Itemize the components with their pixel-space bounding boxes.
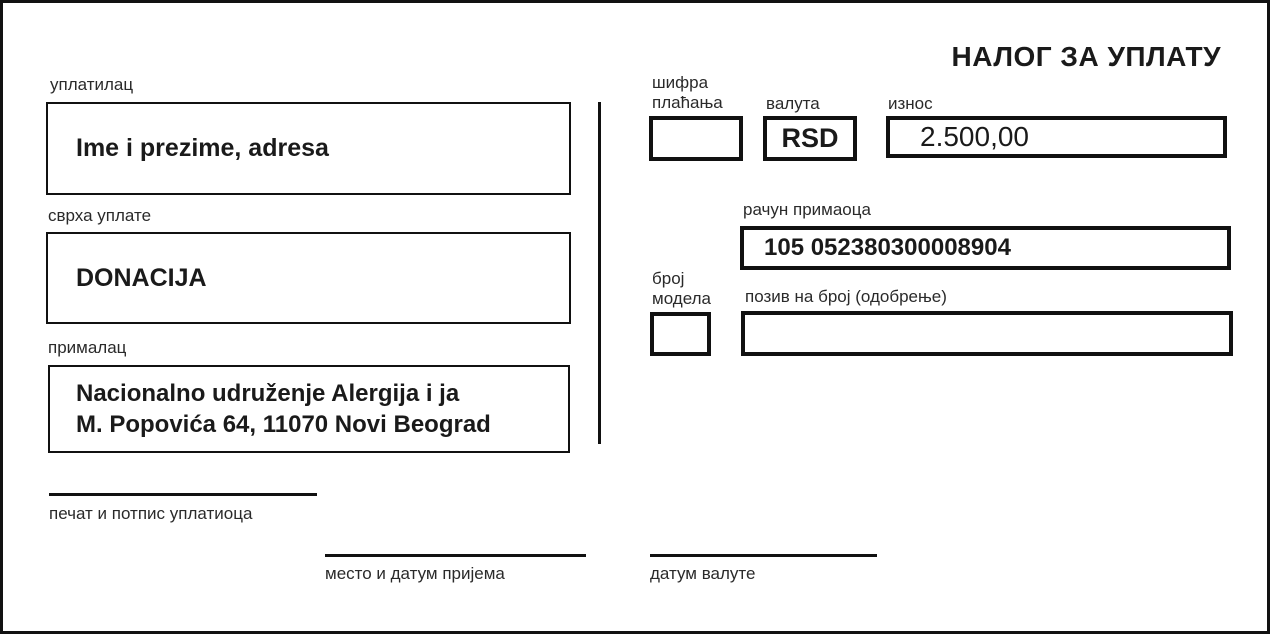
- value-date-line: [650, 554, 877, 557]
- amount-field[interactable]: [886, 116, 1227, 158]
- purpose-label: сврха уплате: [48, 206, 152, 225]
- payer-value: Ime i prezime, adresa: [76, 134, 329, 162]
- payer-label: уплатилац: [50, 75, 134, 94]
- purpose-field[interactable]: [46, 232, 571, 324]
- payment-code-label-line1: шифра: [652, 73, 709, 92]
- recipient-value-line2: M. Popovića 64, 11070 Novi Beograd: [76, 411, 491, 438]
- page-title: НАЛОГ ЗА УПЛАТУ: [951, 41, 1221, 72]
- stamp-signature-label: печат и потпис уплатиоца: [49, 504, 253, 523]
- stamp-signature-line: [49, 493, 317, 496]
- place-date-label: место и датум пријема: [325, 564, 505, 583]
- recipient-account-field[interactable]: [740, 226, 1231, 270]
- currency-label: валута: [766, 94, 820, 113]
- model-number-label-line1: број: [652, 269, 685, 288]
- amount-label: износ: [888, 94, 933, 113]
- purpose-value: DONACIJA: [76, 263, 207, 292]
- value-date-label: датум валуте: [650, 564, 756, 583]
- reference-number-field[interactable]: [741, 311, 1233, 356]
- model-number-field[interactable]: [650, 312, 711, 356]
- recipient-account-label: рачун примаоца: [743, 200, 871, 219]
- recipient-account-value: 105 052380300008904: [764, 234, 1011, 261]
- reference-number-label: позив на број (одобрење): [745, 287, 947, 306]
- currency-value: RSD: [781, 123, 839, 153]
- model-number-label-line2: модела: [652, 289, 711, 308]
- currency-field[interactable]: [763, 116, 857, 161]
- place-date-line: [325, 554, 586, 557]
- amount-value: 2.500,00: [920, 121, 1029, 152]
- payment-code-field[interactable]: [649, 116, 743, 161]
- recipient-value-line1: Nacionalno udruženje Alergija i ja: [76, 380, 460, 407]
- recipient-label: прималац: [48, 338, 127, 357]
- recipient-field[interactable]: [48, 365, 570, 453]
- payment-code-label-line2: плаћања: [652, 93, 723, 112]
- section-divider: [598, 102, 601, 444]
- payer-field[interactable]: [46, 102, 571, 195]
